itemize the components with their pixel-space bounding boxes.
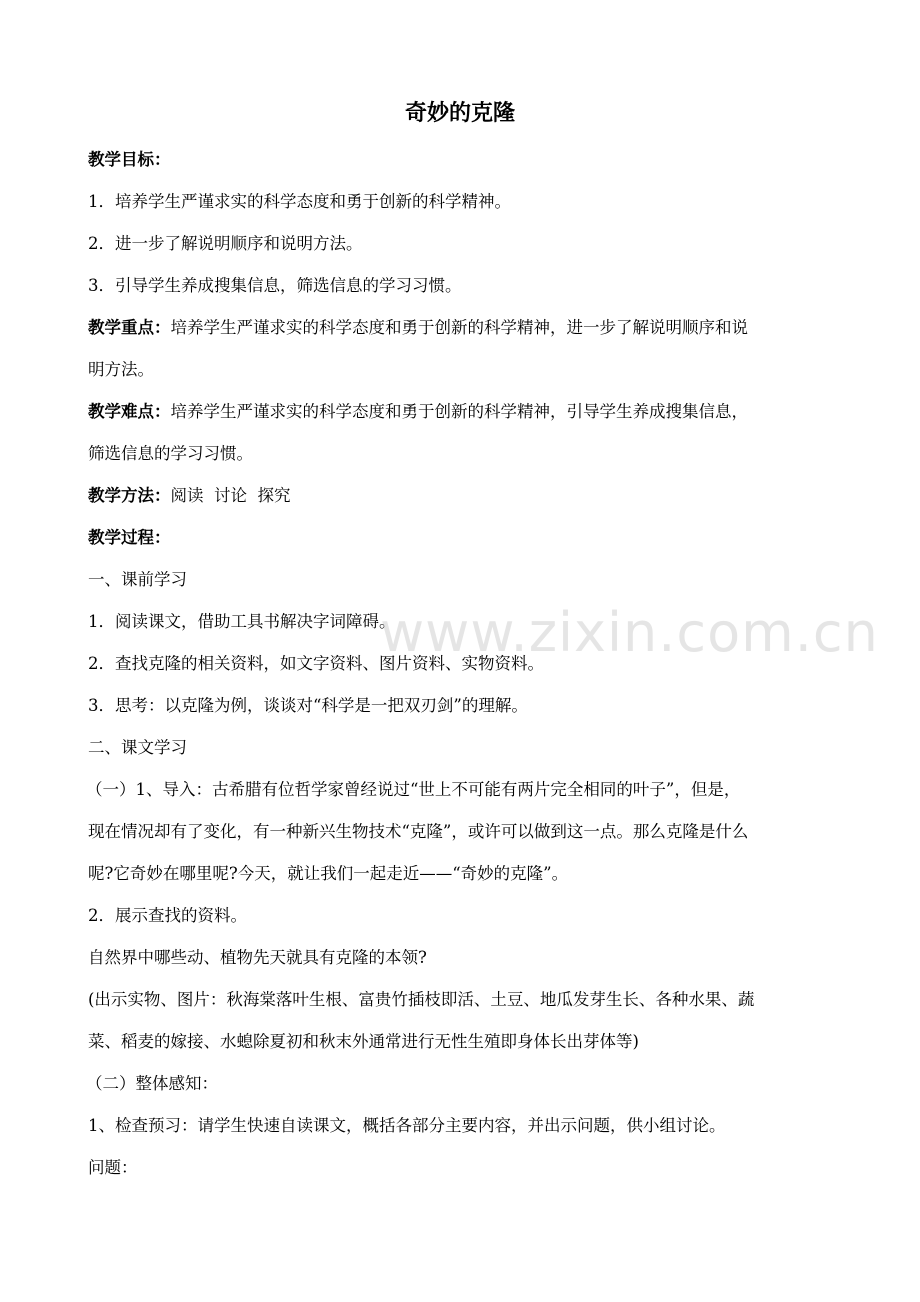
methods-label: 教学方法： — [88, 486, 171, 505]
methods-line — [88, 484, 838, 508]
questions-label: 问题： — [88, 1158, 138, 1177]
watermark-text: www.zixin.com.cn — [380, 601, 879, 664]
difficulties-line-2: 筛选信息的学习习惯。 — [88, 444, 253, 463]
objectives-heading — [88, 148, 838, 172]
process-label: 教学过程： — [88, 528, 171, 547]
section-1-item-2: 2．查找克隆的相关资料，如文字资料、图片资料、实物资料。 — [88, 654, 544, 673]
show-materials: 2．展示查找的资料。 — [88, 906, 247, 925]
process-heading — [88, 526, 838, 550]
difficulties-line-1 — [88, 400, 838, 424]
check-preview: 1、检查预习：请学生快速自读课文，概括各部分主要内容，并出示问题，供小组讨论。 — [88, 1116, 726, 1135]
objective-item-3: 3．引导学生养成搜集信息，筛选信息的学习习惯。 — [88, 276, 462, 295]
overall-heading: （二）整体感知： — [86, 1074, 218, 1093]
intro-line-2: 现在情况却有了变化，有一种新兴生物技术“克隆”，或许可以做到这一点。那么克隆是什么 — [88, 822, 749, 841]
nature-question: 自然界中哪些动、植物先天就具有克隆的本领? — [88, 948, 427, 967]
page-title: 奇妙的克隆 — [404, 101, 515, 126]
section-1-item-1: 1．阅读课文，借助工具书解决字词障碍。 — [88, 612, 396, 631]
objectives-label: 教学目标： — [88, 150, 171, 169]
key-points-text: 培养学生严谨求实的科学态度和勇于创新的科学精神，进一步了解说明顺序和说 — [170, 318, 748, 337]
examples-line-2: 菜、稻麦的嫁接、水螅除夏初和秋末外通常进行无性生殖即身体长出芽体等) — [88, 1032, 639, 1051]
objective-item-1: 1．培养学生严谨求实的科学态度和勇于创新的科学精神。 — [88, 192, 511, 211]
intro-line-1: （一）1、导入：古希腊有位哲学家曾经说过“世上不可能有两片完全相同的叶子”，但是， — [86, 780, 741, 799]
section-1-heading: 一、课前学习 — [88, 570, 187, 589]
difficulties-label: 教学难点： — [88, 402, 171, 421]
section-2-heading: 二、课文学习 — [88, 738, 187, 757]
objective-item-2: 2．进一步了解说明顺序和说明方法。 — [88, 234, 363, 253]
key-points-line-1 — [88, 316, 838, 340]
intro-line-3: 呢?它奇妙在哪里呢?今天，就让我们一起走近——“奇妙的克隆”。 — [88, 864, 569, 883]
examples-line-1: (出示实物、图片：秋海棠落叶生根、富贵竹插枝即活、土豆、地瓜发芽生长、各种水果、蔬 — [88, 990, 755, 1009]
methods-text: 阅读 讨论 探究 — [170, 486, 291, 505]
key-points-line-2: 明方法。 — [88, 360, 154, 379]
key-points-label: 教学重点： — [88, 318, 171, 337]
section-1-item-3: 3．思考：以克隆为例，谈谈对“科学是一把双刃剑”的理解。 — [88, 696, 528, 715]
difficulties-text: 培养学生严谨求实的科学态度和勇于创新的科学精神，引导学生养成搜集信息， — [170, 402, 748, 421]
